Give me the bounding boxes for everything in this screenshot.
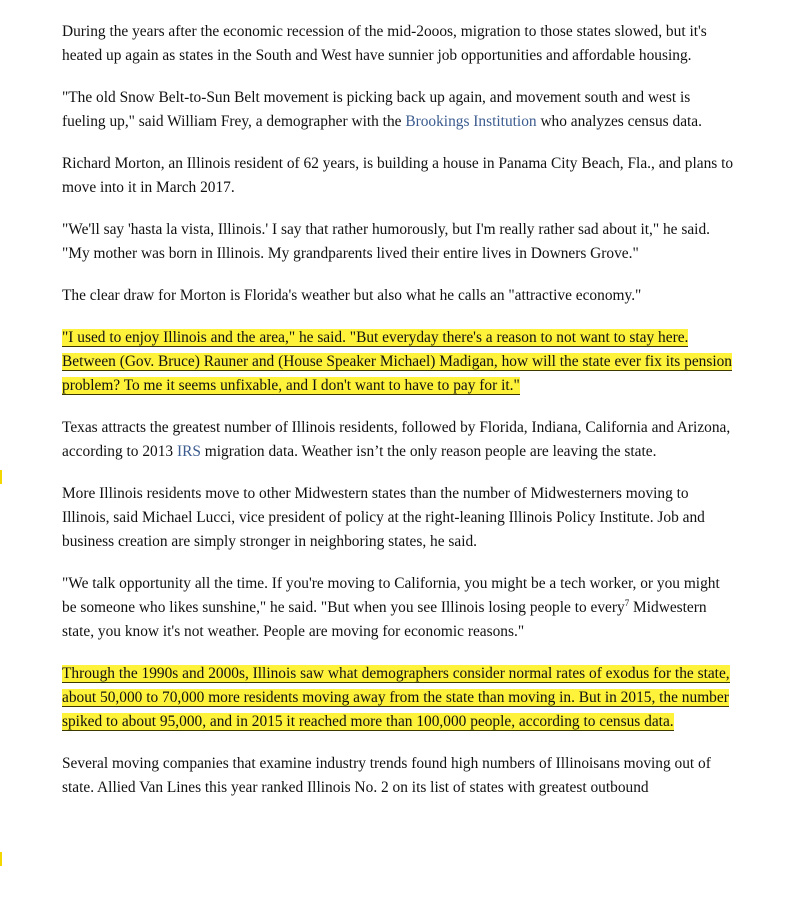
highlighted-paragraph	[62, 326, 734, 398]
footnote-marker: 7	[624, 597, 630, 608]
paragraph: During the years after the economic recession of the mid-2ooos, migration to those states slowed, but it's heated up again as states in the South and West have sunnier job opportunities and affordable housing.	[62, 23, 707, 64]
change-bar-mark	[0, 852, 2, 866]
paragraph-text: Midwestern state, you know it's not weather. People are moving for economic reasons."	[62, 599, 707, 640]
paragraph	[62, 572, 734, 644]
paragraph: More Illinois residents move to other Midwestern states than the number of Midwesterners moving to Illinois, said Michael Lucci, vice president of policy at the right-leaning Illinois Policy Institute. Job and business creation are simply stronger in neighboring states, he said.	[62, 485, 705, 550]
highlighted-text: Through the 1990s and 2000s, Illinois saw what demographers consider normal rates of exodus for the state, about 50,000 to 70,000 more residents moving away from the state than moving in. But in 2015, the number spiked to about 95,000, and in 2015 it reached more than 100,000 people, according to census data.	[62, 665, 730, 730]
article-body	[62, 20, 734, 818]
paragraph-text: "The old Snow Belt-to-Sun Belt movement is picking back up again, and movement south and west is fueling up," said William Frey, a demographer with the	[62, 89, 691, 130]
paragraph: Several moving companies that examine industry trends found high numbers of Illinoisans moving out of state. Allied Van Lines this year ranked Illinois No. 2 on its list of states with greatest outbound	[62, 755, 711, 796]
paragraph	[62, 416, 734, 464]
brookings-institution-link[interactable]: Brookings Institution	[405, 113, 537, 130]
paragraph: The clear draw for Morton is Florida's weather but also what he calls an "attractive economy."	[62, 287, 642, 304]
paragraph	[62, 86, 734, 134]
paragraph-text: Texas attracts the greatest number of Illinois residents, followed by Florida, Indiana, California and Arizona, according to 2013	[62, 419, 731, 460]
irs-link[interactable]: IRS	[176, 443, 201, 460]
paragraph: Richard Morton, an Illinois resident of 62 years, is building a house in Panama City Beach, Fla., and plans to move into it in March 2017.	[62, 155, 734, 196]
change-bar-mark	[0, 470, 2, 484]
highlighted-paragraph	[62, 662, 734, 734]
paragraph-text: who analyzes census data.	[536, 113, 702, 130]
paragraph: "We'll say 'hasta la vista, Illinois.' I say that rather humorously, but I'm really rather sad about it," he said. "My mother was born in Illinois. My grandparents lived their entire lives in Downers Grove."	[62, 221, 710, 262]
highlighted-text: "I used to enjoy Illinois and the area," he said. "But everyday there's a reason to not want to stay here. Between (Gov. Bruce) Rauner and (House Speaker Michael) Madigan, how will the state ever fix its pension problem? To me it seems unfixable, and I don't want to have to pay for it."	[62, 329, 733, 394]
paragraph-text: "We talk opportunity all the time. If you're moving to California, you might be a tech worker, or you might be someone who likes sunshine," he said. "But when you see Illinois losing people to every	[62, 575, 720, 616]
paragraph-text: migration data. Weather isn’t the only reason people are leaving the state.	[200, 443, 657, 460]
